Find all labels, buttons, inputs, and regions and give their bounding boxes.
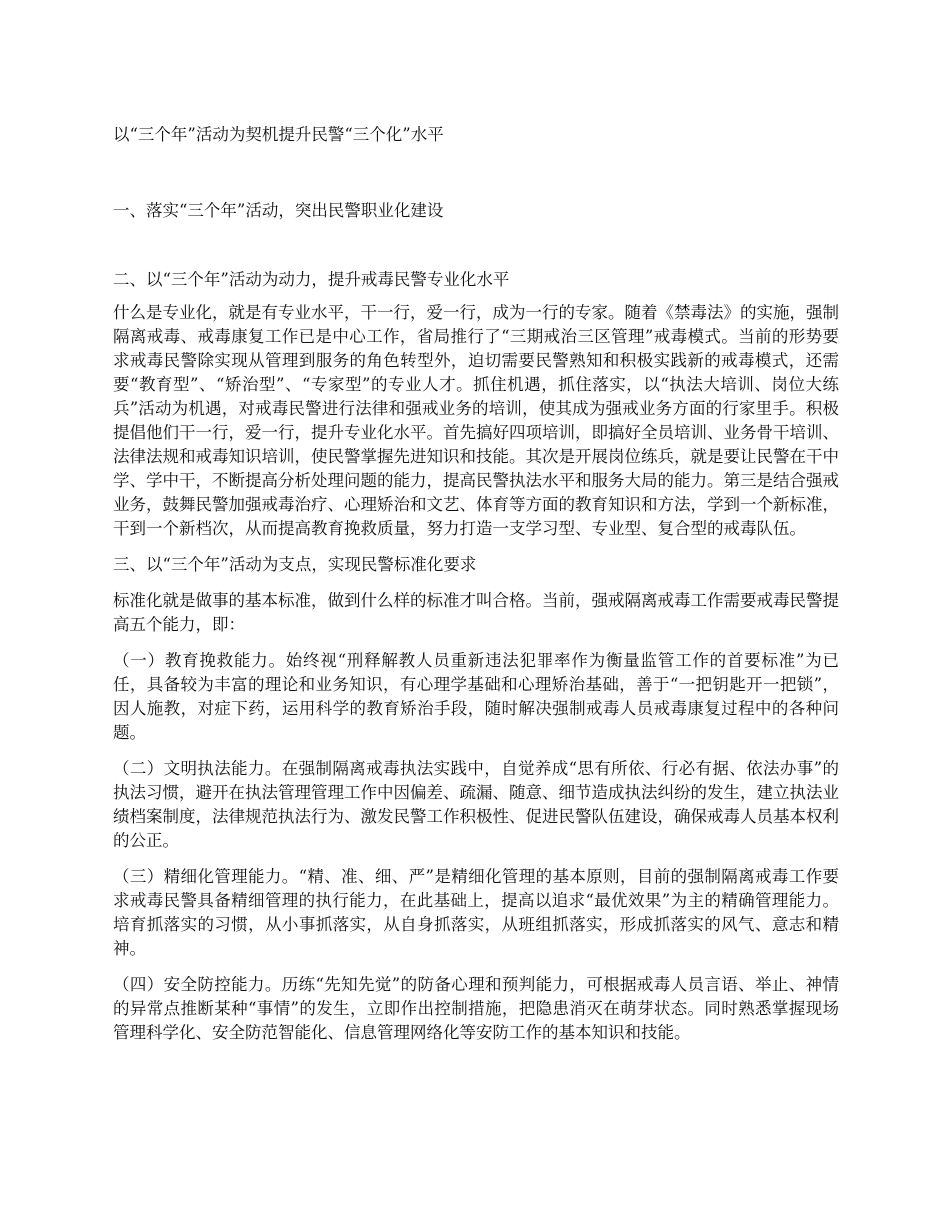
ability-item-3: （三）精细化管理能力。“精、准、细、严”是精细化管理的基本原则，目前的强制隔离戒毒工作要求戒毒民警具备精细管理的执行能力，在此基础上，提高以追求“最优效果”为主的精确管理能力。培育抓落实的习惯，从小事抓落实，从自身抓落实，从班组抓落实，形成抓落实的风气、意志和精神。: [113, 867, 839, 958]
section-1-heading: 一、落实“三个年”活动，突出民警职业化建设: [113, 201, 444, 220]
section-2-paragraph: 什么是专业化，就是有专业水平，干一行，爱一行，成为一行的专家。随着《禁毒法》的实施，强制隔离戒毒、戒毒康复工作已是中心工作，省局推行了“三期戒治三区管理”戒毒模式。当前的形势要求戒毒民警除实现从管理到服务的角色转型外，迫切需要民警熟知和积极实践新的戒毒模式，还需要“教育型”、“矫治型”、“专家型”的专业人才。抓住机遇，抓住落实，以“执法大培训、岗位大练兵”活动为机遇，对戒毒民警进行法律和强戒业务的培训，使其成为强戒业务方面的行家里手。积极提倡他们干一行，爱一行，提升专业化水平。首先搞好四项培训，即搞好全员培训、业务骨干培训、法律法规和戒毒知识培训，使民警掌握先进知识和技能。其次是开展岗位练兵，就是要让民警在干中学、学中干，不断提高分析处理问题的能力，提高民警执法水平和服务大局的能力。第三是结合强戒业务，鼓舞民警加强戒毒治疗、心理矫治和文艺、体育等方面的教育知识和方法，学到一个新标准，干到一个新档次，从而提高教育挽救质量，努力打造一支学习型、专业型、复合型的戒毒队伍。: [113, 303, 839, 538]
section-2-heading: 二、以“三个年”活动为动力，提升戒毒民警专业化水平: [113, 270, 510, 289]
ability-item-1: （一）教育挽救能力。始终视“刑释解教人员重新违法犯罪率作为衡量监管工作的首要标准”为已任，具备较为丰富的理论和业务知识，有心理学基础和心理矫治基础，善于“一把钥匙开一把锁”，因人施教，对症下药，运用科学的教育矫治手段，随时解决强制戒毒人员戒毒康复过程中的各种问题。: [113, 651, 839, 742]
document-title: 以“三个年”活动为契机提升民警“三个化”水平: [113, 125, 444, 144]
ability-item-4: （四）安全防控能力。历练“先知先觉”的防备心理和预判能力，可根据戒毒人员言语、举止、神情的异常点推断某种“事情”的发生，立即作出控制措施，把隐患消灭在萌芽状态。同时熟悉掌握现场管理科学化、安全防范智能化、信息管理网络化等安防工作的基本知识和技能。: [113, 975, 839, 1042]
document-body: [113, 301, 839, 1057]
ability-item-2: （二）文明执法能力。在强制隔离戒毒执法实践中，自觉养成“思有所依、行必有据、依法办事”的执法习惯，避开在执法管理管理工作中因偏差、疏漏、随意、细节造成执法纠纷的发生，建立执法业绩档案制度，法律规范执法行为、激发民警工作积极性、促进民警队伍建设，确保戒毒人员基本权利的公正。: [113, 759, 839, 850]
section-3-intro: 标准化就是做事的基本标准，做到什么样的标准才叫合格。当前，强戒隔离戒毒工作需要戒毒民警提高五个能力，即：: [113, 591, 839, 634]
section-3-heading: 三、以“三个年”活动为支点，实现民警标准化要求: [113, 555, 477, 574]
